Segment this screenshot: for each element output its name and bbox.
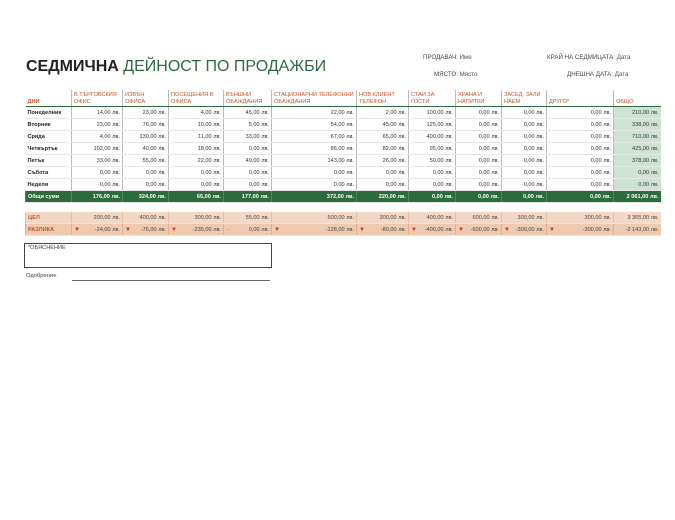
difference-value: 0,00 лв.: [248, 226, 269, 233]
sales-table: [25, 90, 661, 236]
header-cell: ИЗВЪН ОФИСА: [123, 90, 169, 107]
row-total-cell: 425,00 лв.: [614, 143, 661, 155]
day-label: Събота: [26, 167, 72, 179]
difference-cell: [72, 224, 123, 236]
value-cell[interactable]: 45,00 лв.: [224, 107, 272, 119]
goal-label: ЦЕЛ: [26, 212, 72, 224]
value-cell[interactable]: 0,00 лв.: [456, 119, 502, 131]
row-total-cell: 710,00 лв.: [614, 131, 661, 143]
neutral-arrow-icon: ⇔: [226, 226, 232, 233]
approval-line[interactable]: [72, 280, 270, 281]
value-cell[interactable]: 0,00 лв.: [224, 143, 272, 155]
header-cell: СТАИ ЗА ГОСТИ: [409, 90, 456, 107]
value-cell[interactable]: 102,00 лв.: [72, 143, 123, 155]
value-cell[interactable]: 100,00 лв.: [409, 107, 456, 119]
down-triangle-icon: ▼: [171, 226, 177, 233]
down-triangle-icon: ▼: [359, 226, 365, 233]
header-cell: НОВ КЛИЕНТ ТЕЛЕФОН: [357, 90, 409, 107]
difference-value: -300,00 лв.: [515, 226, 544, 233]
difference-cell: [272, 224, 357, 236]
value-cell[interactable]: 0,00 лв.: [456, 143, 502, 155]
difference-value: -24,00 лв.: [94, 226, 120, 233]
sum-cell: 0,00 лв.: [456, 191, 502, 203]
difference-cell: [357, 224, 409, 236]
sum-cell: 220,00 лв.: [357, 191, 409, 203]
down-triangle-icon: ▼: [411, 226, 417, 233]
value-cell[interactable]: 0,00 лв.: [502, 107, 547, 119]
sum-cell: 176,00 лв.: [72, 191, 123, 203]
value-cell[interactable]: 82,00 лв.: [357, 143, 409, 155]
value-cell[interactable]: 0,00 лв.: [409, 179, 456, 191]
row-total-cell: 0,00 лв.: [614, 167, 661, 179]
sum-cell: 177,00 лв.: [224, 191, 272, 203]
week-end-field: КРАЙ НА СЕДМИЦАТА: Дата: [547, 54, 631, 61]
day-label: Петък: [26, 155, 72, 167]
value-cell[interactable]: 0,00 лв.: [224, 167, 272, 179]
value-cell[interactable]: 65,00 лв.: [357, 131, 409, 143]
header-cell: СТАЦИОНАРНИ ТЕЛЕФОННИ ОБАЖДАНИЯ: [272, 90, 357, 107]
title-bold: СЕДМИЧНА: [26, 58, 119, 75]
today-field: ДНЕШНА ДАТА: Дата: [567, 71, 629, 78]
value-cell[interactable]: 0,00 лв.: [357, 167, 409, 179]
grand-total-cell: 2 061,00 лв.: [614, 191, 661, 203]
value-cell[interactable]: 0,00 лв.: [169, 167, 224, 179]
difference-value: -400,00 лв.: [424, 226, 453, 233]
spacer-cell: [169, 203, 224, 213]
value-cell[interactable]: 5,00 лв.: [224, 119, 272, 131]
spacer-cell: [224, 203, 272, 213]
value-cell[interactable]: 40,00 лв.: [123, 143, 169, 155]
header-row: [26, 90, 661, 107]
value-cell[interactable]: 0,00 лв.: [502, 155, 547, 167]
sum-cell: 0,00 лв.: [502, 191, 547, 203]
day-label: Четвъртък: [26, 143, 72, 155]
value-cell[interactable]: 0,00 лв.: [72, 167, 123, 179]
table-row: [26, 155, 661, 167]
goal-cell[interactable]: 55,00 лв.: [224, 212, 272, 224]
header-cell: ЗАСЕД. ЗАЛИ НАЕМ: [502, 90, 547, 107]
goal-cell[interactable]: 500,00 лв.: [272, 212, 357, 224]
goal-cell[interactable]: 300,00 лв.: [357, 212, 409, 224]
row-total-cell: 210,00 лв.: [614, 107, 661, 119]
value-cell[interactable]: 22,00 лв.: [272, 107, 357, 119]
value-cell[interactable]: 11,00 лв.: [169, 131, 224, 143]
down-triangle-icon: ▼: [274, 226, 280, 233]
down-triangle-icon: ▼: [549, 226, 555, 233]
goal-total-cell: 3 365,00 лв.: [614, 212, 661, 224]
value-cell[interactable]: 0,00 лв.: [456, 131, 502, 143]
value-cell[interactable]: 76,00 лв.: [123, 119, 169, 131]
place-field: МЯСТО: Място: [434, 71, 478, 78]
value-cell[interactable]: 400,00 лв.: [409, 131, 456, 143]
header-cell: ДРУГО*: [547, 90, 614, 107]
value-cell[interactable]: 22,00 лв.: [169, 155, 224, 167]
spacer-cell: [357, 203, 409, 213]
approval-label: Одобрение: [26, 273, 57, 279]
page-title: [26, 58, 326, 76]
goal-cell[interactable]: 300,00 лв.: [169, 212, 224, 224]
sum-cell: 372,00 лв.: [272, 191, 357, 203]
value-cell[interactable]: 23,00 лв.: [72, 119, 123, 131]
sums-label: Общи суми: [26, 191, 72, 203]
value-cell[interactable]: 0,00 лв.: [456, 155, 502, 167]
sum-cell: 0,00 лв.: [409, 191, 456, 203]
sums-row: [26, 191, 661, 203]
down-triangle-icon: ▼: [125, 226, 131, 233]
day-label: Вторник: [26, 119, 72, 131]
spacer-cell: [272, 203, 357, 213]
value-cell[interactable]: 55,00 лв.: [123, 155, 169, 167]
value-cell[interactable]: 0,00 лв.: [547, 119, 614, 131]
value-cell[interactable]: 0,00 лв.: [123, 167, 169, 179]
value-cell[interactable]: 0,00 лв.: [123, 179, 169, 191]
row-total-cell: 378,00 лв.: [614, 155, 661, 167]
spacer-cell: [456, 203, 502, 213]
value-cell[interactable]: 45,00 лв.: [357, 119, 409, 131]
table-row: [26, 107, 661, 119]
value-cell[interactable]: 0,00 лв.: [272, 167, 357, 179]
header-cell: ПОСЕЩЕНИЯ В ОФИСА: [169, 90, 224, 107]
down-triangle-icon: ▼: [458, 226, 464, 233]
down-triangle-icon: ▼: [74, 226, 80, 233]
sum-cell: 65,00 лв.: [169, 191, 224, 203]
table-row: [26, 179, 661, 191]
table-row: [26, 143, 661, 155]
difference-cell: [502, 224, 547, 236]
value-cell[interactable]: 0,00 лв.: [502, 143, 547, 155]
value-cell[interactable]: 50,00 лв.: [409, 155, 456, 167]
value-cell[interactable]: 0,00 лв.: [502, 119, 547, 131]
value-cell[interactable]: 4,00 лв.: [72, 131, 123, 143]
header-cell: ВЪНШНИ ОБАЖДАНИЯ: [224, 90, 272, 107]
difference-total-cell: -2 143,00 лв.: [614, 224, 661, 236]
header-cell: ДНИ: [26, 90, 72, 107]
value-cell[interactable]: 0,00 лв.: [502, 131, 547, 143]
spacer-cell: [409, 203, 456, 213]
down-triangle-icon: ▼: [504, 226, 510, 233]
day-label: Понеделник: [26, 107, 72, 119]
value-cell[interactable]: 0,00 лв.: [409, 167, 456, 179]
value-cell[interactable]: 54,00 лв.: [272, 119, 357, 131]
value-cell[interactable]: 130,00 лв.: [123, 131, 169, 143]
value-cell[interactable]: 4,00 лв.: [169, 107, 224, 119]
value-cell[interactable]: 0,00 лв.: [456, 179, 502, 191]
difference-value: -235,00 лв.: [192, 226, 221, 233]
header-cell: ХРАНА И НАПИТКИ: [456, 90, 502, 107]
value-cell[interactable]: 67,00 лв.: [272, 131, 357, 143]
value-cell[interactable]: 33,00 лв.: [224, 131, 272, 143]
difference-cell: [224, 224, 272, 236]
value-cell[interactable]: 143,00 лв.: [272, 155, 357, 167]
difference-value: -128,00 лв.: [325, 226, 354, 233]
title-rest: ДЕЙНОСТ ПО ПРОДАЖБИ: [123, 58, 327, 75]
value-cell[interactable]: 26,00 лв.: [357, 155, 409, 167]
sum-cell: 0,00 лв.: [547, 191, 614, 203]
goal-cell[interactable]: 300,00 лв.: [547, 212, 614, 224]
value-cell[interactable]: 23,00 лв.: [123, 107, 169, 119]
spacer-row: [26, 203, 661, 213]
spacer-cell: [72, 203, 123, 213]
table-row: [26, 119, 661, 131]
spacer-cell: [502, 203, 547, 213]
value-cell[interactable]: 18,00 лв.: [169, 143, 224, 155]
goal-cell[interactable]: 400,00 лв.: [409, 212, 456, 224]
value-cell[interactable]: 2,00 лв.: [357, 107, 409, 119]
sum-cell: 324,00 лв.: [123, 191, 169, 203]
value-cell[interactable]: 86,00 лв.: [272, 143, 357, 155]
explanation-label: *ОБЯСНЕНИЕ: [28, 245, 66, 251]
row-total-cell: 0,00 лв.: [614, 179, 661, 191]
header-cell: В ТЪРГОВСКИЯ ОФИС: [72, 90, 123, 107]
value-cell[interactable]: 0,00 лв.: [547, 107, 614, 119]
value-cell[interactable]: 0,00 лв.: [547, 167, 614, 179]
value-cell[interactable]: 95,00 лв.: [409, 143, 456, 155]
difference-cell: [456, 224, 502, 236]
value-cell[interactable]: 0,00 лв.: [72, 179, 123, 191]
value-cell[interactable]: 0,00 лв.: [547, 179, 614, 191]
spacer-cell: [547, 203, 614, 213]
difference-cell: [547, 224, 614, 236]
goal-cell[interactable]: 600,00 лв.: [456, 212, 502, 224]
value-cell[interactable]: 0,00 лв.: [272, 179, 357, 191]
goal-cell[interactable]: 400,00 лв.: [123, 212, 169, 224]
value-cell[interactable]: 10,00 лв.: [169, 119, 224, 131]
goal-cell[interactable]: 300,00 лв.: [502, 212, 547, 224]
difference-cell: [169, 224, 224, 236]
difference-cell: [409, 224, 456, 236]
day-label: Неделя: [26, 179, 72, 191]
value-cell[interactable]: 0,00 лв.: [456, 167, 502, 179]
difference-value: -300,00 лв.: [582, 226, 611, 233]
row-total-cell: 338,00 лв.: [614, 119, 661, 131]
value-cell[interactable]: 0,00 лв.: [547, 131, 614, 143]
value-cell[interactable]: 33,00 лв.: [72, 155, 123, 167]
difference-cell: [123, 224, 169, 236]
value-cell[interactable]: 0,00 лв.: [456, 107, 502, 119]
spacer-cell: [123, 203, 169, 213]
goal-cell[interactable]: 200,00 лв.: [72, 212, 123, 224]
value-cell[interactable]: 0,00 лв.: [547, 155, 614, 167]
value-cell[interactable]: 0,00 лв.: [547, 143, 614, 155]
value-cell[interactable]: 14,00 лв.: [72, 107, 123, 119]
value-cell[interactable]: 0,00 лв.: [169, 179, 224, 191]
day-label: Сряда: [26, 131, 72, 143]
difference-label: РАЗЛИКА: [26, 224, 72, 236]
value-cell[interactable]: 125,00 лв.: [409, 119, 456, 131]
table-row: [26, 131, 661, 143]
goal-row: [26, 212, 661, 224]
table-row: [26, 167, 661, 179]
spacer-cell: [614, 203, 661, 213]
value-cell[interactable]: 0,00 лв.: [502, 179, 547, 191]
seller-field: ПРОДАВАЧ: Име: [423, 54, 472, 61]
difference-value: -600,00 лв.: [470, 226, 499, 233]
spacer-cell: [26, 203, 72, 213]
difference-value: -76,00 лв.: [140, 226, 166, 233]
difference-row: [26, 224, 661, 236]
value-cell[interactable]: 0,00 лв.: [224, 179, 272, 191]
value-cell[interactable]: 49,00 лв.: [224, 155, 272, 167]
value-cell[interactable]: 0,00 лв.: [502, 167, 547, 179]
header-cell: ОБЩО: [614, 90, 661, 107]
difference-value: -80,00 лв.: [380, 226, 406, 233]
value-cell[interactable]: 0,00 лв.: [357, 179, 409, 191]
